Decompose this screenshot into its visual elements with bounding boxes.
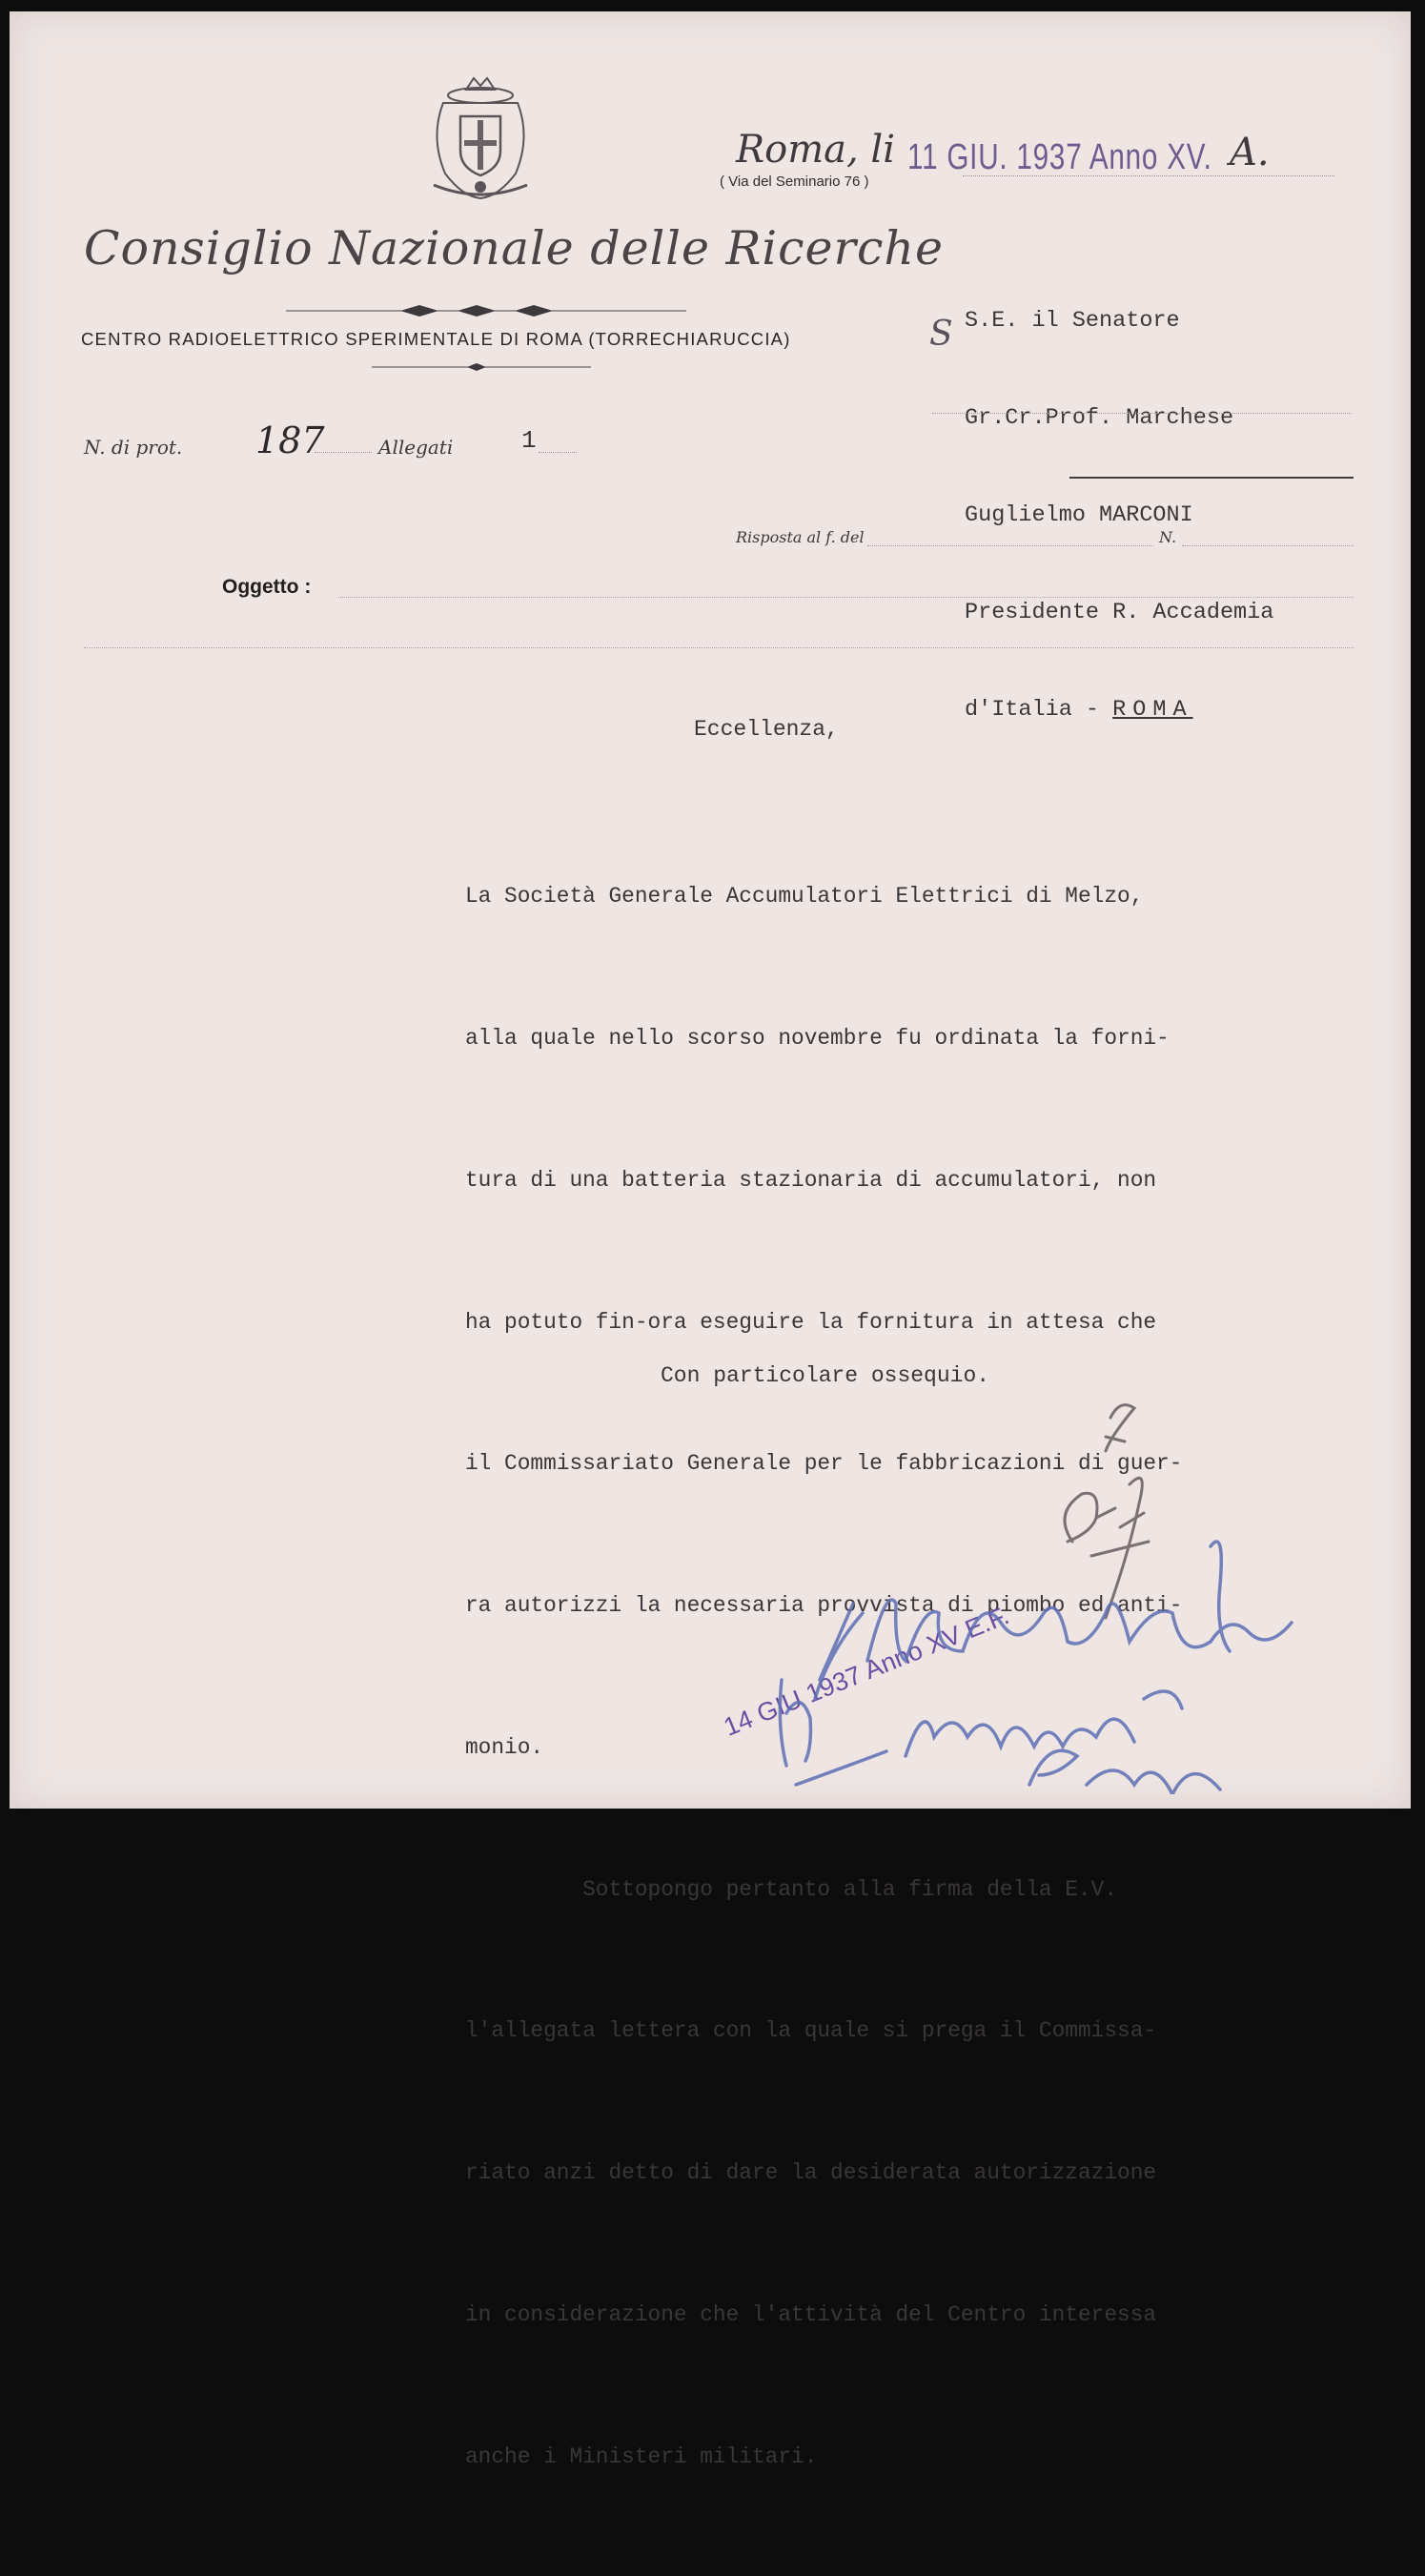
reply-label: Risposta al f. del (736, 528, 865, 546)
body-line: anche i Ministeri militari. (465, 2443, 818, 2469)
addressee-block (965, 240, 1273, 791)
protocol-number: 187 (255, 419, 325, 461)
body-line: La Società Generale Accumulatori Elettrici di Melzo, (465, 884, 1144, 910)
addressee-line-text: d'Italia - (965, 697, 1113, 723)
body-line: monio. (465, 1734, 544, 1760)
attachments-count: 1 (521, 426, 537, 455)
addressee-line: Guglielmo MARCONI (965, 502, 1193, 528)
received-stamp: 14 GIU 1937 Anno XV E.F. (720, 1601, 1013, 1742)
body-line: l'allegata lettera con la quale si prega il Commissa- (465, 2018, 1157, 2044)
attachments-dotted-line (539, 452, 577, 453)
subject-dotted-line-2 (84, 647, 1354, 648)
body-line: riato anzi detto di dare la desiderata autorizzazione (465, 2160, 1157, 2186)
salutation: Eccellenza, (694, 717, 839, 742)
addressee-line: Gr.Cr.Prof. Marchese (965, 405, 1234, 431)
letter-sheet (10, 11, 1411, 2469)
body-line: ra autorizzi la necessaria provvista di piombo ed anti- (465, 1593, 1183, 1619)
body-line: tura di una batteria stazionaria di accumulatori, non (465, 1167, 1157, 1193)
protocol-dotted-line (315, 452, 372, 453)
printed-flourish: S (929, 315, 953, 354)
closing: Con particolare ossequio. (661, 1363, 990, 1388)
addressee-rule (1069, 477, 1354, 479)
ornament-divider-small-icon (372, 362, 591, 372)
addressee-line: Presidente R. Accademia (965, 600, 1274, 625)
addressee-line: S.E. il Senatore (965, 308, 1180, 334)
sender-address: ( Via del Seminario 76 ) (720, 174, 869, 190)
attachments-label: Allegati (378, 436, 454, 459)
royal-crest-icon (424, 71, 537, 204)
reply-number-dotted-line (1182, 545, 1354, 546)
body-line: il Commissariato Generale per le fabbricazioni di guer- (465, 1451, 1183, 1477)
body-line: in considerazione che l'attività del Centro interessa (465, 2302, 1157, 2327)
reply-dotted-line (867, 545, 1153, 546)
subject-dotted-line (338, 597, 1354, 598)
body-line: ha potuto fin-ora eseguire la fornitura in attesa che (465, 1309, 1157, 1335)
protocol-label: N. di prot. (84, 436, 183, 459)
handwritten-note-icon (772, 1508, 1401, 1794)
addressee-dotted-line (932, 413, 1352, 414)
date-suffix: A. (1230, 131, 1270, 174)
addressee-city: ROMA (1112, 697, 1193, 723)
city-date-label: Roma, li (736, 128, 895, 172)
organization-name: Consiglio Nazionale delle Ricerche (84, 221, 944, 276)
date-stamp: 11 GIU. 1937 Anno XV. (907, 137, 1212, 177)
body-line: Sottopongo pertanto alla firma della E.V. (465, 1876, 1118, 1902)
body-line: alla quale nello scorso novembre fu ordinata la forni- (465, 1025, 1170, 1051)
ornament-divider-icon (286, 302, 686, 319)
addressee-line (965, 694, 1273, 726)
center-name: CENTRO RADIOELETTRICO SPERIMENTALE DI ROMA (TORRECHIARUCCIA) (81, 329, 791, 349)
reply-number-label: N. (1159, 528, 1177, 546)
subject-label: Oggetto : (222, 576, 312, 598)
